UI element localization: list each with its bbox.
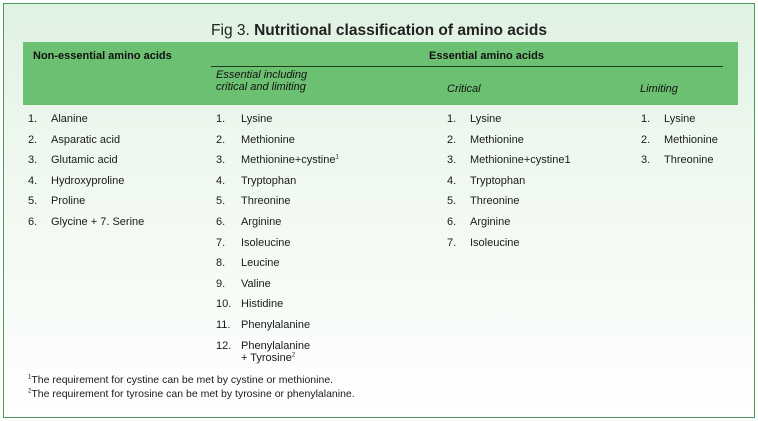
item-name-wrap [470,171,525,192]
item-number: 9. [216,277,226,290]
item-name: Phenylalanine [241,339,311,352]
essential-all-list [216,109,339,370]
item-name: Alanine [51,113,88,125]
item-name: Isoleucine [241,236,291,249]
list-item [641,130,718,151]
item-name-wrap [51,130,120,151]
item-number: 2. [447,133,457,146]
list-item [28,150,144,171]
item-name-wrap [241,274,271,295]
item-name: Threonine [664,154,714,167]
item-name-wrap [241,109,272,130]
item-number: 1. [447,113,457,125]
figure-prefix: Fig 3. [211,22,250,39]
list-item [216,191,339,212]
list-item [216,109,339,130]
item-name: Phenylalanine [241,318,311,331]
list-item [447,212,571,233]
footnote-2-mark: 2 [28,388,32,395]
header-divider [211,66,723,67]
item-number: 2. [28,133,38,146]
item-name-wrap [241,233,291,254]
figure-title [4,22,754,40]
item-name: Histidine [241,298,284,311]
item-name-wrap [241,294,283,315]
item-superscript: 1 [335,154,339,161]
item-name-line2-text: + Tyrosine [241,352,292,365]
item-name-wrap [51,171,124,192]
list-item [641,109,718,130]
item-number: 6. [28,215,38,228]
item-number: 5. [28,195,38,208]
item-name-wrap [241,212,281,233]
item-name-wrap [241,340,310,370]
item-name-wrap [664,150,714,171]
item-name-wrap [470,109,501,130]
list-item [216,294,339,315]
item-name: Threonine [470,195,520,208]
list-item [216,315,339,336]
item-number: 6. [216,215,226,228]
list-item [28,109,144,130]
item-name-wrap [470,150,571,171]
item-name-wrap [470,233,520,254]
item-name-wrap [51,212,144,233]
item-name: Glutamic acid [51,154,118,167]
item-number: 11. [216,318,231,331]
list-item [447,191,571,212]
item-name-wrap [664,130,718,151]
header-non-essential: Non-essential amino acids [33,50,172,62]
item-name: Lysine [470,113,502,125]
critical-list [447,109,571,253]
item-name-wrap [241,130,295,151]
item-name-line2 [241,352,310,365]
item-name-wrap [241,253,280,274]
item-name: Lysine [664,113,696,125]
item-number: 7. [447,236,457,249]
item-name: Lysine [241,113,273,125]
footnote-1-text: The requirement for cystine can be met by cystine or methionine. [31,374,334,386]
subheader-essential-all-line2: critical and limiting [216,81,306,93]
limiting-list [641,109,718,171]
item-name: Proline [51,195,86,208]
item-name: Methionine [241,133,295,146]
list-item [216,212,339,233]
item-name-wrap [241,171,296,192]
list-item [28,191,144,212]
item-name-wrap [470,130,524,151]
list-item [447,150,571,171]
item-name: Methionine+cystine [241,154,336,167]
item-number: 7. [216,236,226,249]
footnotes [28,373,355,401]
item-name-wrap [51,109,88,130]
list-item [28,130,144,151]
subheader-essential-all [216,69,307,93]
footnote-1-mark: 1 [28,374,32,381]
list-item [216,274,339,295]
item-name: Tryptophan [241,174,297,187]
list-item [641,150,718,171]
item-number: 8. [216,257,226,270]
item-name-wrap [241,315,310,336]
list-item [447,130,571,151]
item-name: Methionine [470,133,524,146]
subheader-essential-all-line1: Essential including [216,69,308,81]
item-name: Asparatic acid [51,133,121,146]
item-number: 6. [447,215,457,228]
item-name-wrap [470,212,510,233]
figure-title-text: Nutritional classification of amino acids [254,22,547,39]
item-number: 3. [641,154,651,167]
item-number: 4. [216,174,226,187]
item-name: Isoleucine [470,236,520,249]
list-item [447,233,571,254]
item-number: 12. [216,339,232,352]
list-item [216,171,339,192]
item-name-wrap [51,191,85,212]
list-item [216,253,339,274]
list-item [216,150,339,171]
list-item [28,171,144,192]
item-number: 2. [641,133,651,146]
item-number: 1. [28,113,38,125]
item-number: 5. [447,195,457,208]
table-header [23,42,738,105]
item-name: Threonine [241,195,291,208]
item-name: Hydroxyproline [51,174,125,187]
footnote-1 [28,373,355,387]
list-item [28,212,144,233]
item-name: Valine [241,277,271,290]
item-number: 10. [216,298,232,311]
non-essential-list [28,109,144,233]
list-item [447,109,571,130]
item-number: 3. [447,154,457,167]
list-item [216,233,339,254]
item-name-wrap [51,150,118,171]
list-item [447,171,571,192]
item-name: Arginine [241,215,282,228]
item-number: 1. [216,113,226,125]
item-name: Leucine [241,257,280,270]
subheader-limiting: Limiting [640,83,678,95]
item-number: 4. [28,174,38,187]
item-name-wrap [470,191,520,212]
item-number: 3. [28,154,38,167]
item-name: Arginine [470,215,511,228]
item-superscript: 2 [291,352,296,359]
item-name: Glycine + 7. Serine [51,215,145,228]
footnote-2 [28,387,355,401]
item-number: 1. [641,113,651,125]
header-essential: Essential amino acids [429,50,544,62]
item-name: Tryptophan [470,174,526,187]
footnote-2-text: The requirement for tyrosine can be met by tyrosine or phenylalanine. [31,388,355,400]
item-number: 2. [216,133,226,146]
list-item [216,130,339,151]
item-name: Methionine+cystine1 [470,154,571,167]
item-name-wrap [241,191,291,212]
item-name: Methionine [664,133,718,146]
item-number: 5. [216,195,226,208]
item-number: 4. [447,174,457,187]
item-name-wrap [241,150,339,171]
subheader-critical: Critical [447,83,481,95]
item-number: 3. [216,154,226,167]
list-item [216,336,339,370]
item-name-wrap [664,109,695,130]
